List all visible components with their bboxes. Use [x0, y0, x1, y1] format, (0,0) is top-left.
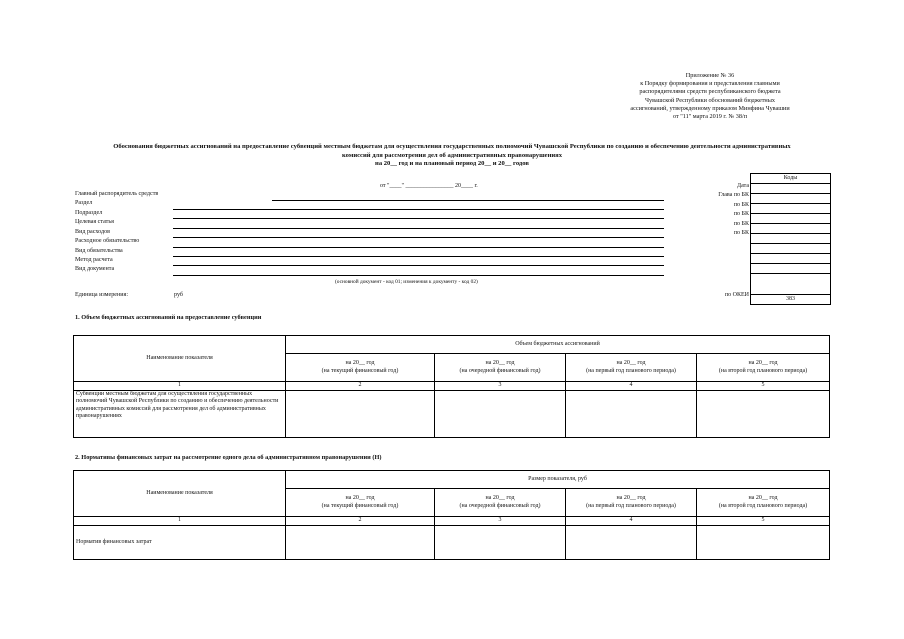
year-header	[435, 354, 566, 382]
year-header	[435, 489, 566, 517]
year-header	[566, 354, 697, 382]
document-code-note: (основной документ - код 01; изменения к документу - код 02)	[335, 279, 478, 285]
okei-label: по ОКЕИ	[724, 292, 749, 298]
value-cell[interactable]	[566, 391, 697, 438]
year-note: (на текущий финансовый год)	[321, 367, 399, 374]
section-2-title: 2. Нормативы финансовых затрат на рассмотрение одного дела об административном правонарушении (Н)	[75, 454, 382, 461]
codes-label-bk: по БК	[733, 230, 749, 236]
codes-label-bk: по БК	[733, 221, 749, 227]
codes-label-bk: по БК	[733, 202, 749, 208]
document-title	[70, 143, 834, 169]
field-label-calc-method: Метод расчета	[75, 257, 113, 263]
year-line: на 20__ год	[616, 360, 646, 367]
code-cell-bk-4[interactable]	[751, 234, 830, 244]
section-1-table	[73, 335, 830, 438]
fill-line-section[interactable]	[173, 209, 664, 210]
date-line: от "____" ________________ 20____ г.	[380, 183, 478, 189]
year-line: на 20__ год	[485, 495, 515, 502]
fill-line-expense-type[interactable]	[173, 237, 664, 238]
year-line: на 20__ год	[748, 495, 778, 502]
group-header: Размер показателя, руб	[286, 471, 830, 489]
column-number: 3	[435, 382, 566, 391]
year-header	[566, 489, 697, 517]
year-header	[697, 489, 830, 517]
codes-header: Коды	[751, 174, 830, 184]
fill-line-main-manager[interactable]	[272, 200, 664, 201]
year-line: на 20__ год	[345, 495, 375, 502]
appendix-line: ассигнований, утвержденному приказом Минфина Чувашии	[630, 104, 790, 112]
column-number: 2	[286, 382, 435, 391]
year-note: (на очередной финансовый год)	[459, 502, 541, 509]
year-header	[286, 489, 435, 517]
title-line: комиссий для рассмотрения дел об административных правонарушениях	[341, 151, 563, 159]
fill-line-calc-method[interactable]	[173, 265, 664, 266]
row-label-subvention: Субвенции местным бюджетам для осуществления государственных полномочий Чувашской Республики по созданию и обеспечению деятельности административных комиссий для рассмотрения дел об административных правонарушениях	[74, 391, 286, 438]
appendix-line: от "11" марта 2019 г. № 38/п	[672, 113, 748, 121]
year-note: (на очередной финансовый год)	[459, 367, 541, 374]
column-number: 2	[286, 517, 435, 526]
group-header: Объем бюджетных ассигнований	[286, 336, 830, 354]
column-number: 3	[435, 517, 566, 526]
value-cell[interactable]	[286, 526, 435, 560]
field-label-expense-obligation: Расходное обязательство	[75, 238, 140, 244]
okei-value: 383	[751, 295, 830, 305]
column-number: 4	[566, 382, 697, 391]
value-cell[interactable]	[286, 391, 435, 438]
field-label-target-article: Целевая статья	[75, 219, 114, 225]
appendix-line: распорядителями средств республиканского бюджета	[639, 88, 781, 96]
fill-line-subsection[interactable]	[173, 218, 664, 219]
year-note: (на второй год планового периода)	[718, 502, 808, 509]
code-cell-bk-1[interactable]	[751, 204, 830, 214]
year-note: (на первый год планового периода)	[586, 502, 676, 509]
column-number: 5	[697, 382, 830, 391]
year-line: на 20__ год	[616, 495, 646, 502]
code-cell-extra-3[interactable]	[751, 264, 830, 274]
year-header	[697, 354, 830, 382]
field-label-subsection: Подраздел	[75, 210, 103, 216]
title-line: на 20__ год и на плановый период 20__ и 20__ годов	[375, 160, 529, 168]
appendix-line: к Порядку формирования и представления главными	[640, 80, 780, 88]
value-cell[interactable]	[435, 526, 566, 560]
column-number: 4	[566, 517, 697, 526]
value-cell[interactable]	[566, 526, 697, 560]
field-label-main-manager: Главный распорядитель средств	[75, 191, 159, 197]
code-cell-extra-4[interactable]	[751, 274, 830, 295]
fill-line-expense-obligation[interactable]	[173, 247, 664, 248]
code-cell-extra-2[interactable]	[751, 254, 830, 264]
unit-value: руб	[174, 292, 184, 298]
unit-label: Единица измерения:	[75, 292, 129, 298]
section-2-table	[73, 470, 830, 560]
title-line: Обоснования бюджетных ассигнований на предоставление субвенций местным бюджетам для осуществления государственных полномочий Чувашской Республики по созданию и обеспечению деятельности административных	[113, 143, 791, 150]
appendix-header	[580, 72, 840, 121]
field-label-expense-type: Вид расходов	[75, 229, 111, 235]
codes-box	[750, 173, 831, 305]
year-note: (на текущий финансовый год)	[321, 502, 399, 509]
year-note: (на первый год планового периода)	[586, 367, 676, 374]
code-cell-extra-1[interactable]	[751, 244, 830, 254]
fill-line-obligation-type[interactable]	[173, 256, 664, 257]
row-label-cost-norm: Норматив финансовых затрат	[74, 526, 286, 560]
codes-label-bk: по БК	[733, 211, 749, 217]
appendix-line: Чувашской Республики обоснований бюджетных	[645, 96, 775, 104]
indicator-header: Наименование показателя	[74, 471, 286, 517]
year-line: на 20__ год	[345, 360, 375, 367]
code-cell-date[interactable]	[751, 184, 830, 194]
year-line: на 20__ год	[748, 360, 778, 367]
value-cell[interactable]	[697, 526, 830, 560]
section-1-title: 1. Объем бюджетных ассигнований на предоставление субвенции	[75, 314, 262, 321]
value-cell[interactable]	[435, 391, 566, 438]
year-line: на 20__ год	[485, 360, 515, 367]
codes-label-chapter: Глава по БК	[718, 192, 749, 198]
code-cell-chapter[interactable]	[751, 194, 830, 204]
column-number: 1	[74, 382, 286, 391]
appendix-line: Приложение № 36	[685, 72, 735, 79]
field-label-section: Раздел	[75, 200, 93, 206]
fill-line-target-article[interactable]	[173, 228, 664, 229]
year-header	[286, 354, 435, 382]
column-number: 5	[697, 517, 830, 526]
value-cell[interactable]	[697, 391, 830, 438]
fill-line-document-type[interactable]	[173, 275, 664, 276]
field-label-obligation-type: Вид обязательства	[75, 248, 123, 254]
field-label-document-type: Вид документа	[75, 266, 115, 272]
column-number: 1	[74, 517, 286, 526]
codes-label-date: Дата	[737, 183, 749, 189]
indicator-header: Наименование показателя	[74, 336, 286, 382]
code-cell-bk-3[interactable]	[751, 224, 830, 234]
code-cell-bk-2[interactable]	[751, 214, 830, 224]
year-note: (на второй год планового периода)	[718, 367, 808, 374]
